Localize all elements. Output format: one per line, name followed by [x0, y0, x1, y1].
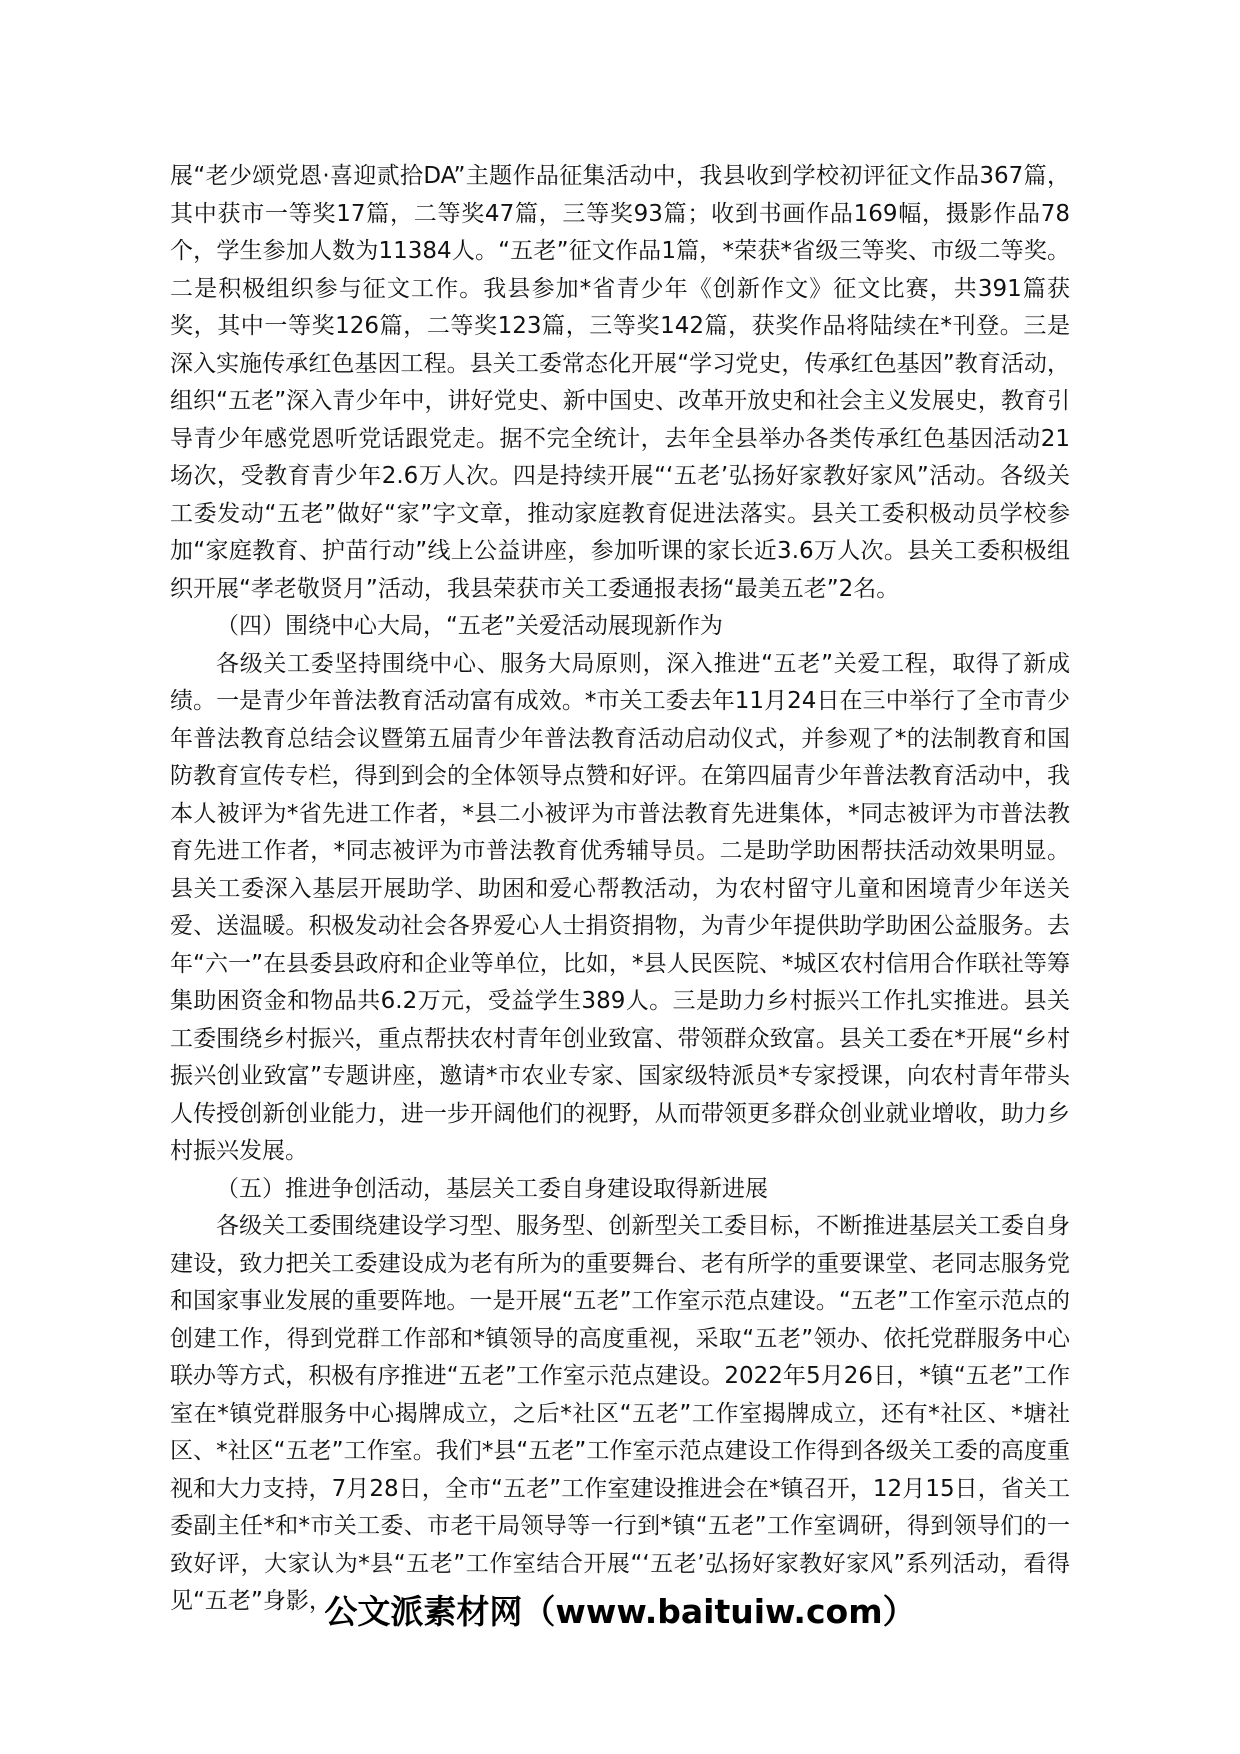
section-heading-5: （五）推进争创活动，基层关工委自身建设取得新进展 [216, 1175, 768, 1202]
paragraph-section-4: 各级关工委坚持围绕中心、服务大局原则，深入推进“五老”关爱工程，取得了新成绩。一是青少年普法教育活动富有成效。*市关工委去年11月24日在三中举行了全市青少年普法教育总结会议暨第五届青少年普法教育活动启动仪式，并参观了*的法制教育和国防教育宣传专栏，得到到会的全体领导点赞和好评。在第四届青少年普法教育活动中，我本人被评为*省先进工作者，*县二小被评为市普法教育先进集体，*同志被评为市普法教育先进工作者，*同志被评为市普法教育优秀辅导员。二是助学助困帮扶活动效果明显。县关工委深入基层开展助学、助困和爱心帮教活动，为农村留守儿童和困境青少年送关爱、送温暖。积极发动社会各界爱心人士捐资捐物，为青少年提供助学助困公益服务。去年“六一”在县委县政府和企业等单位，比如，*县人民医院、*城区农村信用合作联社等筹集助困资金和物品共6.2万元，受益学生389人。三是助力乡村振兴工作扎实推进。县关工委围绕乡村振兴，重点帮扶农村青年创业致富、带领群众致富。县关工委在*开展“乡村振兴创业致富”专题讲座，邀请*市农业专家、国家级特派员*专家授课，向农村青年带头人传授创新创业能力，进一步开阔他们的视野，从而带领更多群众创业就业增收，助力乡村振兴发展。 [170, 650, 1070, 1164]
paragraph-section-5: 各级关工委围绕建设学习型、服务型、创新型关工委目标，不断推进基层关工委自身建设，致力把关工委建设成为老有所为的重要舞台、老有所学的重要课堂、老同志服务党和国家事业发展的重要阵地。一是开展“五老”工作室示范点建设。“五老”工作室示范点的创建工作，得到党群工作部和*镇领导的高度重视，采取“五老”领办、依托党群服务中心联办等方式，积极有序推进“五老”工作室示范点建设。2022年5月26日，*镇“五老”工作室在*镇党群服务中心揭牌成立，之后*社区“五老”工作室揭牌成立，还有*社区、*塘社区、*社区“五老”工作室。我们*县“五老”工作室示范点建设工作得到各级关工委的高度重视和大力支持，7月28日，全市“五老”工作室建设推进会在*镇召开，12月15日，省关工委副主任*和*市关工委、市老干局领导等一行到*镇“五老”工作室调研，得到领导们的一致好评，大家认为*县“五老”工作室结合开展“‘五老’弘扬好家教好家风”系列活动，看得见“五老”身影， [170, 1213, 1070, 1614]
footer-watermark: 公文派素材网（www.baituiw.com） [324, 1592, 916, 1631]
document-body [170, 158, 1070, 1621]
paragraph-continued: 展“老少颂党恩·喜迎贰拾DA”主题作品征集活动中，我县收到学校初评征文作品367篇，其中获市一等奖17篇，二等奖47篇，三等奖93篇；收到书画作品169幅，摄影作品78个，学生参加人数为11384人。“五老”征文作品1篇，*荣获*省级三等奖、市级二等奖。二是积极组织参与征文工作。我县参加*省青少年《创新作文》征文比赛，共391篇获奖，其中一等奖126篇，二等奖123篇，三等奖142篇，获奖作品将陆续在*刊登。三是深入实施传承红色基因工程。县关工委常态化开展“学习党史，传承红色基因”教育活动，组织“五老”深入青少年中，讲好党史、新中国史、改革开放史和社会主义发展史，教育引导青少年感党恩听党话跟党走。据不完全统计，去年全县举办各类传承红色基因活动21场次，受教育青少年2.6万人次。四是持续开展“‘五老’弘扬好家教好家风”活动。各级关工委发动“五老”做好“家”字文章，推动家庭教育促进法落实。县关工委积极动员学校参加“家庭教育、护苗行动”线上公益讲座，参加听课的家长近3.6万人次。县关工委积极组织开展“孝老敬贤月”活动，我县荣获市关工委通报表扬“最美五老”2名。 [170, 163, 1070, 602]
section-heading-4: （四）围绕中心大局，“五老”关爱活动展现新作为 [216, 613, 723, 639]
